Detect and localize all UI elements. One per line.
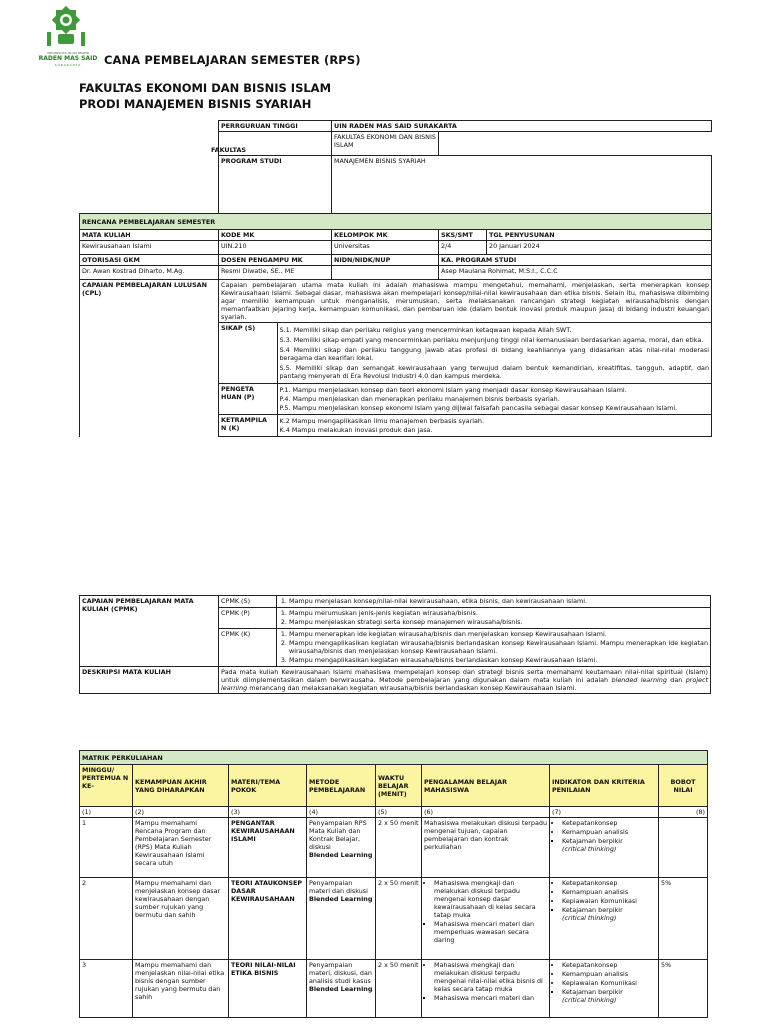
otorisasi-value: Dr. Awan Kostrad Diharto, M.Ag. xyxy=(80,266,219,280)
table-row xyxy=(80,878,708,960)
row-materi: TEORI ATAUKONSEP DASAR KEWIRAUSAHAAN xyxy=(229,878,307,960)
pengetahuan-item: P.1. Mampu menjelaskan konsep dan teori ekonomi Islam yang menjadi dasar konsep Kewirausahaan Islami. xyxy=(279,386,627,394)
faculty-heading: FAKULTAS EKONOMI DAN BISNIS ISLAM xyxy=(79,81,332,95)
cpmk-s-label: CPMK (S) xyxy=(219,596,277,608)
logo-text-1: UNIVERSITAS ISLAM NEGERI xyxy=(46,51,90,55)
rps-main-table xyxy=(79,120,712,437)
deskripsi-label: DESKRIPSI MATA KULIAH xyxy=(80,667,219,694)
matrix-header-minggu: MINGGU/ PERTEMUA N KE- xyxy=(80,765,133,807)
otorisasi-header: OTORISASI GKM xyxy=(80,255,219,266)
sks-value: 2/4 xyxy=(439,241,487,255)
prodi-heading: PRODI MANAJEMEN BISNIS SYARIAH xyxy=(79,97,312,111)
row-waktu: 2 x 50 menit xyxy=(376,818,422,878)
cpmk-s-item: Mampu menjelasan konsep/nilai-nilai kewirausahaan, etika bisnis, dan kewirausahaan islami. xyxy=(289,597,588,605)
row-waktu: 2 x 50 menit xyxy=(376,960,422,1018)
col-num: (1) xyxy=(80,807,133,818)
row-pengalaman: • Mahasiswa mengkaji dan melakukan diskusi terpadu mengenai konsep dasar kewairausahaan di kelas secara tatap muka ▪ Mahasiswa mencari materi dan memperluas wawasan secara daring xyxy=(422,878,550,960)
ketrampilan-item: K.2 Mampu mengaplikasikan ilmu manajemen berbasis syariah. xyxy=(279,417,484,425)
col-num: (6) xyxy=(422,807,550,818)
matrix-table xyxy=(79,750,708,1018)
rps-section-header: RENCANA PEMBELAJARAN SEMESTER xyxy=(80,214,712,230)
row-kemampuan: Mampu memahami Rencana Program dan Pembelajaran Semester (RPS) Mata Kuliah Kewirausahaan Islami secara utuh xyxy=(133,818,229,878)
row-metode: Penyampaian materi, diskusi, dan analisis studi kasus Blended Learning xyxy=(307,960,376,1018)
cpmk-p-item: Mampu merumuskan jenis-jenis kegiatan wirausaha/bisnis. xyxy=(289,609,478,617)
kelompok-value: Universitas xyxy=(332,241,439,255)
cpmk-k-item: Mampu mengaplikasikan kegiatan wirausaha/bisnis berlandaskan konsep Kewirausahaan Islami. xyxy=(289,656,598,664)
deskripsi-text: Pada mata kuliah Kewirausahaan Islami mahasiswa mempelajari konsep dan strategi bisnis serta memahami keutamaan nilai-nilai spiritual (Islam) untuk diimplementasikan dalam berwirausaha. Metode pembelajaran yang digunakan dalam mata kuliah ini adalah blended learning dan project learning merancang dan melaksanakan kegiatan wirausaha/bisnis berlandaskan konsep Kewirausahaan Islami. xyxy=(219,667,711,694)
kaprodi-value: Asep Maulana Rohimat, M.S.I., C.C.C xyxy=(439,266,712,280)
row-no: 3 xyxy=(80,960,133,1018)
matrix-header-waktu: WAKTU BELAJAR (MENIT) xyxy=(376,765,422,807)
matrix-header-kemampuan: KEMAMPUAN AKHIR YANG DIHARAPKAN xyxy=(133,765,229,807)
cpmk-label: CAPAIAN PEMBELAJARAN MATA KULIAH (CPMK) xyxy=(80,596,219,667)
row-indikator: • Ketepatankonsep • Kemampuan analisis • Kepiawaian Komunikasi ▪ Ketajaman berpikir (critical thinking) xyxy=(550,878,659,960)
cpmk-p-label: CPMK (P) xyxy=(219,608,277,629)
tgl-value: 20 Januari 2024 xyxy=(487,241,712,255)
cpmk-k-item: Mampu mengaplikasikan kegiatan wirausaha/bisnis berlandaskan konsep Kewirausahaan Islami. Mampu menerapkan ide kegiatan wirausaha/bisnis dan menjelaskan konsep Kewirausahaan Islami. xyxy=(289,639,708,655)
sikap-item: S.1. Memiliki sikap dan perilaku religius yang mencerminkan ketaqwaan kepada Allah SWT. xyxy=(279,326,572,334)
row-waktu: 2 x 50 menit xyxy=(376,878,422,960)
cpl-text: Capaian pembelajaran utama mata kuliah ini adalah mahasiswa mampu mengetahui, memahami, menjelaskan, serta menerapkan konsep Kewirausahaan Islami. Sebagai dasar, mahasiswa akan mempelajari konsep/nilai-nilai kewirausahaan dan etika bisnis. Selain itu, mahasiswa dibimbing agar memiliki kemampuan untuk menganalisis, merumuskan, serta melaksanakan rancangan strategi kegiatan wirausaha/bisnis dengan memanfaatkan jejaring kerja, kemampuan komunikasi, dan pembaruan ide (dalam bentuk inovasi produk maupun jasa) di bidang industri keuangan syariah. xyxy=(219,280,712,323)
kode-value: UIN.210 xyxy=(219,241,332,255)
dosen-value: Resmi Diwatie, SE., ME xyxy=(219,266,332,280)
matrix-header-metode: METODE PEMBELAJARAN xyxy=(307,765,376,807)
row-bobot: 5% xyxy=(659,960,708,1018)
ketrampilan-label: KETRAMPILA N (K) xyxy=(219,415,277,437)
nidn-header: NIDN/NIDK/NUP xyxy=(332,255,439,266)
sikap-item: S.4 Memiliki sikap dan perilaku tanggung jawab atas profesi di bidang keahliannya yang didasarkan atas nilai-nilai moderasi beragama dan kearifan lokal. xyxy=(279,346,710,362)
matrix-section-header: MATRIK PERKULIAHAN xyxy=(80,751,708,765)
dosen-header: DOSEN PENGAMPU MK xyxy=(219,255,332,266)
sikap-label: SIKAP (S) xyxy=(219,323,277,384)
row-pengalaman: Mahasiswa melakukan diskusi terpadu mengenai tujuan, capaian pembelajaran dan kontrak perkuliahan xyxy=(422,818,550,878)
cpl-label: CAPAIAN PEMBELAJARAN LULUSAN (CPL) xyxy=(80,280,219,437)
fakultas-label: FAKULTAS xyxy=(211,132,324,156)
sikap-item: S.5. Memiliki sikap dan semangat kewirausahaan yang terwujud dalam bentuk kemandirian, kreatifitas, tangguh, adaptif, dan pantang menyerah di Era Revolusi Industri 4.0 dan kampus merdeka. xyxy=(279,364,710,380)
pt-label: PERRGURUAN TINGGI xyxy=(219,121,332,132)
matrix-header-materi: MATERI/TEMA POKOK xyxy=(229,765,307,807)
sks-header: SKS/SMT xyxy=(439,230,487,241)
cpmk-k-item: Mampu menerapkan ide kegiatan wirausaha/bisnis dan menjelaskan konsep Kewirausahaan Islami. xyxy=(289,630,607,638)
row-bobot: 5% xyxy=(659,878,708,960)
sikap-item: S.3. Memiliki sikap empati yang mencerminkan perilaku menjunjung tinggi nilai kemanusiaan berdasarkan agama, moral, dan etika. xyxy=(279,336,704,344)
prodi-label: PROGRAM STUDI xyxy=(219,156,332,214)
tgl-header: TGL PENYUSUNAN xyxy=(487,230,712,241)
fakultas-value: FAKULTAS EKONOMI DAN BISNIS ISLAM xyxy=(332,132,439,156)
ketrampilan-item: K.4 Mampu melakukan inovasi produk dan jasa. xyxy=(279,426,433,434)
row-no: 1 xyxy=(80,818,133,878)
document-title: CANA PEMBELAJARAN SEMESTER (RPS) xyxy=(104,53,361,67)
kelompok-header: KELOMPOK MK xyxy=(332,230,439,241)
kode-header: KODE MK xyxy=(219,230,332,241)
row-bobot xyxy=(659,818,708,878)
row-metode: Penyampaian RPS Mata Kuliah dan Kontrak Belajar, diskusi Blended Learning xyxy=(307,818,376,878)
prodi-value: MANAJEMEN BISNIS SYARIAH xyxy=(332,156,712,214)
col-num: (8) xyxy=(659,807,708,818)
table-row xyxy=(80,818,708,878)
row-materi: TEORI NILAI-NILAI ETIKA BISNIS xyxy=(229,960,307,1018)
logo-text-2: RADEN MAS SAID xyxy=(38,55,98,62)
kaprodi-header: KA. PROGRAM STUDI xyxy=(439,255,712,266)
row-indikator: • Ketepatankonsep • Kemampuan analisis • Kepiawaian Komunikasi ▪ Ketajaman berpikir (critical thinking) xyxy=(550,960,659,1018)
col-num: (5) xyxy=(376,807,422,818)
row-metode: Penyampaian materi dan diskusi Blended Learning xyxy=(307,878,376,960)
col-num: (3) xyxy=(229,807,307,818)
pengetahuan-item: P.5. Mampu menjelaskan konsep ekonomi Islam yang dijiwai falsafah pancasila sebagai dasar konsep Kewirausahaan Islami. xyxy=(279,404,678,412)
matrix-header-indikator: INDIKATOR DAN KRITERIA PENILAIAN xyxy=(550,765,659,807)
row-kemampuan: Mampu memahami dan menjelaskan nilai-nilai etika bisnis dengan sumber rujukan yang bermutu dan sahih xyxy=(133,960,229,1018)
table-row xyxy=(80,960,708,1018)
row-materi: PENGANTAR KEWIRAUSAHAAN ISLAMI xyxy=(229,818,307,878)
row-indikator: • Ketepatankonsep • Kemampuan analisis ▪ Ketajaman berpikir (critical thinking) xyxy=(550,818,659,878)
col-num: (2) xyxy=(133,807,229,818)
pengetahuan-label: PENGETA HUAN (P) xyxy=(219,384,277,415)
mk-value: Kewirausahaan Islami xyxy=(80,241,219,255)
cpmk-p-item: Mampu menjelaskan strategi serta konsep manajemen wirausaha/bisnis. xyxy=(289,618,523,626)
row-no: 2 xyxy=(80,878,133,960)
cpmk-table xyxy=(79,595,711,694)
university-logo xyxy=(36,6,100,76)
row-pengalaman: • Mahasiswa mengkaji dan melakukan diskusi terpadu mengenai nilai-nilai etika bisnis di kelas secara tatap muka ▪ Mahasiswa mencari materi dan xyxy=(422,960,550,1018)
pengetahuan-item: P.4. Mampu menjelaskan dan menerapkan perilaku manajemen bisnis berbasis syariah. xyxy=(279,395,560,403)
row-kemampuan: Mampu memahami dan menjelaskan konsep dasar kewirausahaan dengan sumber rujukan yang bermutu dan sahih xyxy=(133,878,229,960)
logo-text-3: SURAKARTA xyxy=(54,63,82,67)
matrix-header-bobot: BOBOT NILAI xyxy=(659,765,708,807)
mk-header: MATA KULIAH xyxy=(80,230,219,241)
col-num: (7) xyxy=(550,807,659,818)
matrix-header-pengalaman: PENGALAMAN BELAJAR MAHASISWA xyxy=(422,765,550,807)
pt-value: UIN RADEN MAS SAID SURAKARTA xyxy=(332,121,712,132)
col-num: (4) xyxy=(307,807,376,818)
cpmk-k-label: CPMK (K) xyxy=(219,629,277,667)
